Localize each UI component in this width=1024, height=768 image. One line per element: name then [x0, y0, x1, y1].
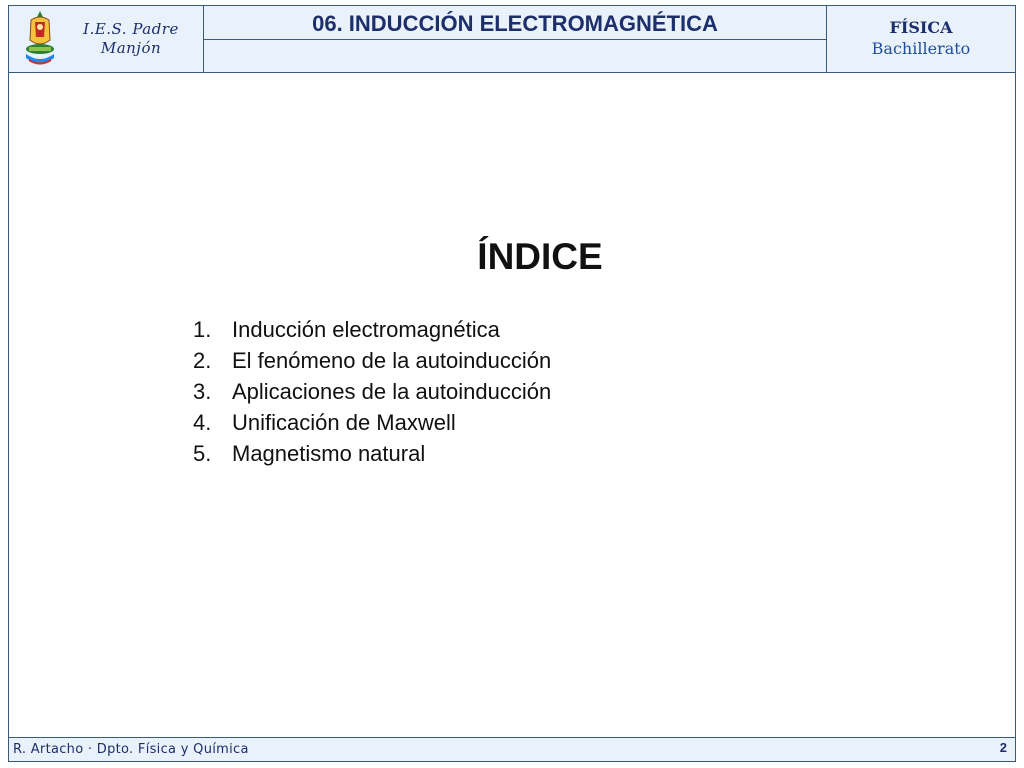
index-item-number: 4. — [193, 410, 212, 435]
author-credit: R. Artacho · Dpto. Física y Química — [13, 742, 249, 757]
school-crest-icon — [23, 10, 57, 68]
unit-cell — [204, 6, 827, 72]
index-item-number: 5. — [193, 441, 212, 466]
index-item-number: 3. — [193, 379, 212, 404]
unit-title: 06. INDUCCIÓN ELECTROMAGNÉTICA — [204, 6, 826, 40]
index-item — [193, 376, 551, 407]
school-name: I.E.S. Padre Manjón — [83, 20, 179, 57]
subject-cell — [827, 6, 1015, 72]
index-item-label: Aplicaciones de la autoinducción — [232, 379, 552, 404]
page-number: 2 — [999, 740, 1007, 755]
index-item — [193, 407, 551, 438]
school-cell — [9, 6, 204, 72]
course-level: Bachillerato — [871, 39, 971, 58]
subject-name: FÍSICA — [889, 18, 953, 37]
index-list — [193, 314, 551, 469]
index-title: ÍNDICE — [477, 236, 603, 277]
index-item-label: Magnetismo natural — [232, 441, 426, 466]
index-item — [193, 438, 551, 469]
index-item — [193, 314, 551, 345]
index-item-number: 2. — [193, 348, 212, 373]
slide-footer — [8, 737, 1016, 762]
index-item-label: El fenómeno de la autoinducción — [232, 348, 552, 373]
slide-header — [8, 5, 1016, 73]
index-item-number: 1. — [193, 317, 212, 342]
index-item-label: Unificación de Maxwell — [232, 410, 456, 435]
index-item-label: Inducción electromagnética — [232, 317, 500, 342]
index-item — [193, 345, 551, 376]
